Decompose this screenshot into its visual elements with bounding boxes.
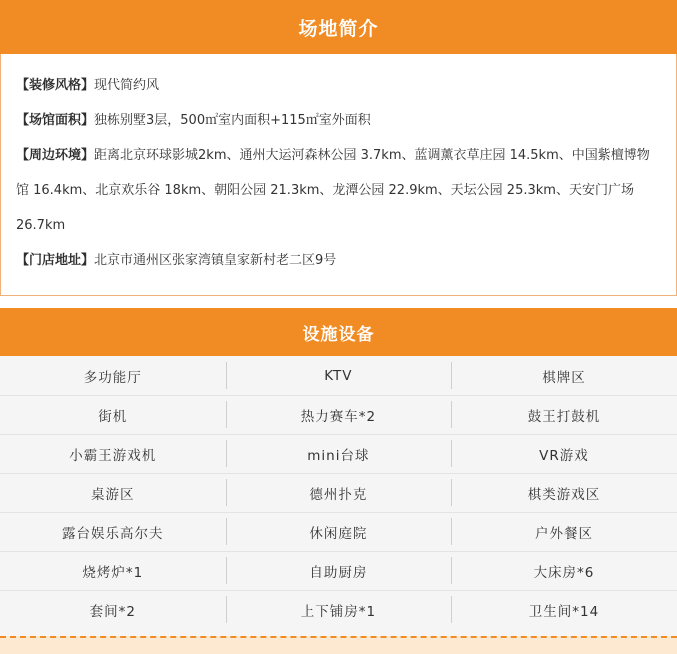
facility-item: 德州扑克 [226,473,452,512]
facility-row [0,395,677,434]
facility-item: 棋类游戏区 [451,473,677,512]
facility-item: 上下铺房*1 [226,590,452,629]
facility-item: 休闲庭院 [226,512,452,551]
facilities-grid [0,356,677,636]
facility-row [0,551,677,590]
facility-item: 套间*2 [89,603,136,620]
facility-item: 卫生间*14 [451,590,677,629]
facilities-section-title: 设施设备 [0,308,677,356]
facility-item: 自助厨房 [226,551,452,590]
facility-row [0,356,677,395]
facility-item: 多功能厅 [83,369,142,386]
venue-area-value: 独栋别墅3层，500㎡室内面积+115㎡室外面积 [94,113,371,128]
store-address-line [16,243,662,278]
decoration-style-label: 【装修风格】 [16,78,95,93]
venue-area-line [16,103,662,138]
facility-item: 街机 [98,408,128,425]
facility-item: 鼓王打鼓机 [451,395,677,434]
facility-item: 棋牌区 [451,356,677,395]
store-address-value: 北京市通州区张家湾镇皇家新村老二区9号 [94,253,337,268]
bottom-decorative-strip [0,636,677,654]
facility-item: 烧烤炉*1 [82,564,144,581]
venue-area-label: 【场馆面积】 [16,113,95,128]
facility-item: 露台娱乐高尔夫 [62,525,164,542]
facility-item: 热力赛车*2 [226,395,452,434]
decoration-style-value: 现代简约风 [94,78,160,93]
facility-item: VR游戏 [451,434,677,473]
facility-item: KTV [226,356,452,395]
facility-item: 户外餐区 [451,512,677,551]
facility-item: 大床房*6 [451,551,677,590]
facility-row [0,512,677,551]
store-address-label: 【门店地址】 [16,253,95,268]
facility-row [0,473,677,512]
facility-item: mini台球 [226,434,452,473]
facility-row [0,590,677,629]
facility-item: 小霸王游戏机 [69,447,157,464]
decoration-style-line [16,68,662,103]
facility-row [0,434,677,473]
intro-section-title: 场地简介 [0,0,677,54]
surroundings-value: 距离北京环球影城2km、通州大运河森林公园 3.7km、蓝调薰衣草庄园 14.5km、中国紫檀博物馆 16.4km、北京欢乐谷 18km、朝阳公园 21.3km、龙潭公园 22.9km、天坛公园 25.3km、天安门广场 26.7km [16,148,650,233]
surroundings-line [16,138,662,243]
surroundings-label: 【周边环境】 [16,148,95,163]
facility-item: 桌游区 [91,486,135,503]
intro-panel [0,54,677,296]
